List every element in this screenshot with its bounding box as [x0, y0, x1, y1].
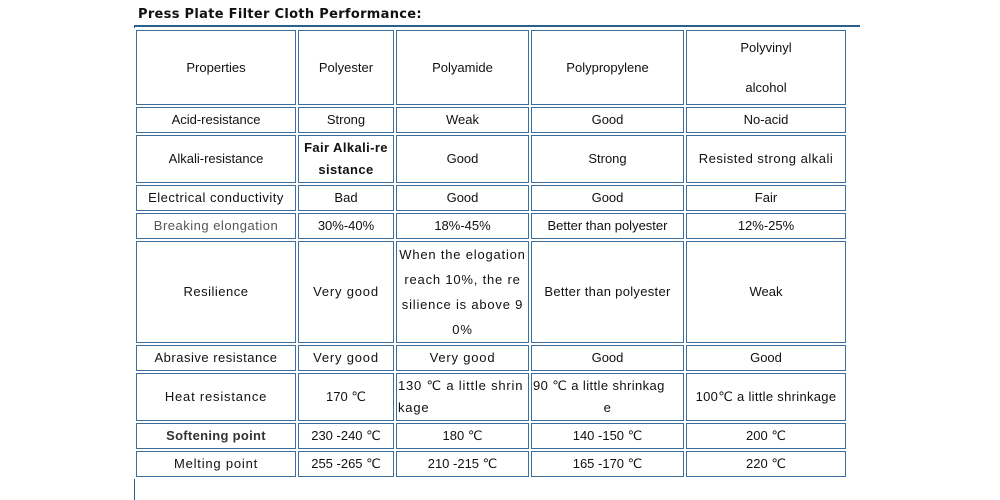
header-properties: Properties — [136, 30, 296, 105]
cell-acid-polyester: Strong — [298, 107, 394, 133]
cell-electrical-polyvinyl: Fair — [686, 185, 846, 211]
table-header-row — [136, 30, 846, 105]
cell-electrical-polypropylene: Good — [531, 185, 684, 211]
cell-breaking-polypropylene: Better than polyester — [531, 213, 684, 239]
cell-softening-polyvinyl: 200 ℃ — [686, 423, 846, 449]
cell-heat-polyamide — [396, 373, 529, 421]
header-polyamide: Polyamide — [396, 30, 529, 105]
row-breaking-elongation-label: Breaking elongation — [136, 213, 296, 239]
cell-abrasive-polypropylene: Good — [531, 345, 684, 371]
row-electrical-conductivity-label: Electrical conductivity — [136, 185, 296, 211]
cell-electrical-polyamide: Good — [396, 185, 529, 211]
cell-alkali-polypropylene: Strong — [531, 135, 684, 183]
row-acid-resistance-label: Acid-resistance — [136, 107, 296, 133]
table-row — [136, 185, 846, 211]
cell-alkali-polyester — [298, 135, 394, 183]
cell-softening-polyester: 230 -240 ℃ — [298, 423, 394, 449]
cell-alkali-polyvinyl: Resisted strong alkali — [686, 135, 846, 183]
row-resilience-label: Resilience — [136, 241, 296, 343]
cell-heat-polyamide-line2: kage — [398, 400, 430, 415]
row-abrasive-resistance-label: Abrasive resistance — [136, 345, 296, 371]
table-row — [136, 135, 846, 183]
cell-acid-polyamide: Weak — [396, 107, 529, 133]
cell-heat-polypropylene — [531, 373, 684, 421]
cell-acid-polyvinyl: No-acid — [686, 107, 846, 133]
cell-alkali-polyester-line2: sistance — [318, 162, 374, 177]
cell-softening-polyamide: 180 ℃ — [396, 423, 529, 449]
cell-alkali-polyester-line1: Fair Alkali-re — [304, 140, 388, 155]
cell-heat-polyvinyl: 100℃ a little shrinkage — [686, 373, 846, 421]
cell-acid-polypropylene: Good — [531, 107, 684, 133]
performance-table — [134, 28, 848, 479]
cell-abrasive-polyamide: Very good — [396, 345, 529, 371]
cell-resilience-polyamide — [396, 241, 529, 343]
header-polyvinyl-alcohol — [686, 30, 846, 105]
cell-heat-polyester: 170 ℃ — [298, 373, 394, 421]
title-divider — [134, 25, 860, 27]
cell-resilience-polypropylene: Better than polyester — [531, 241, 684, 343]
cell-breaking-polyester: 30%-40% — [298, 213, 394, 239]
table-row — [136, 241, 846, 343]
cell-heat-polypropylene-line1: 90 ℃ a little shrinkag — [533, 378, 665, 393]
header-polyester: Polyester — [298, 30, 394, 105]
row-heat-resistance-label: Heat resistance — [136, 373, 296, 421]
cell-melting-polyvinyl: 220 ℃ — [686, 451, 846, 477]
cell-electrical-polyester: Bad — [298, 185, 394, 211]
cell-softening-polypropylene: 140 -150 ℃ — [531, 423, 684, 449]
table-row — [136, 345, 846, 371]
cell-heat-polyamide-line1: 130 ℃ a little shrin — [398, 378, 524, 393]
cell-melting-polypropylene: 165 -170 ℃ — [531, 451, 684, 477]
row-melting-point-label: Melting point — [136, 451, 296, 477]
table-row — [136, 213, 846, 239]
cell-resilience-polyamide-line2: reach 10%, the re — [404, 272, 521, 287]
row-softening-point-label: Softening point — [136, 423, 296, 449]
cell-breaking-polyamide: 18%-45% — [396, 213, 529, 239]
cell-abrasive-polyester: Very good — [298, 345, 394, 371]
cell-resilience-polyamide-line4: 0% — [452, 322, 473, 337]
cell-melting-polyester: 255 -265 ℃ — [298, 451, 394, 477]
header-polyvinyl-line2: alcohol — [745, 79, 787, 95]
document-title: Press Plate Filter Cloth Performance: — [138, 7, 422, 22]
table-row — [136, 373, 846, 421]
table-row — [136, 107, 846, 133]
cell-breaking-polyvinyl: 12%-25% — [686, 213, 846, 239]
table-row — [136, 451, 846, 477]
cell-resilience-polyester: Very good — [298, 241, 394, 343]
cell-resilience-polyamide-line1: When the elogation — [399, 247, 526, 262]
cell-alkali-polyamide: Good — [396, 135, 529, 183]
cell-resilience-polyvinyl: Weak — [686, 241, 846, 343]
header-polypropylene: Polypropylene — [531, 30, 684, 105]
cell-resilience-polyamide-line3: silience is above 9 — [401, 297, 524, 312]
cell-melting-polyamide: 210 -215 ℃ — [396, 451, 529, 477]
cell-abrasive-polyvinyl: Good — [686, 345, 846, 371]
header-polyvinyl-line1: Polyvinyl — [740, 39, 792, 55]
cell-heat-polypropylene-line2: e — [603, 400, 612, 415]
table-row — [136, 423, 846, 449]
row-alkali-resistance-label: Alkali-resistance — [136, 135, 296, 183]
